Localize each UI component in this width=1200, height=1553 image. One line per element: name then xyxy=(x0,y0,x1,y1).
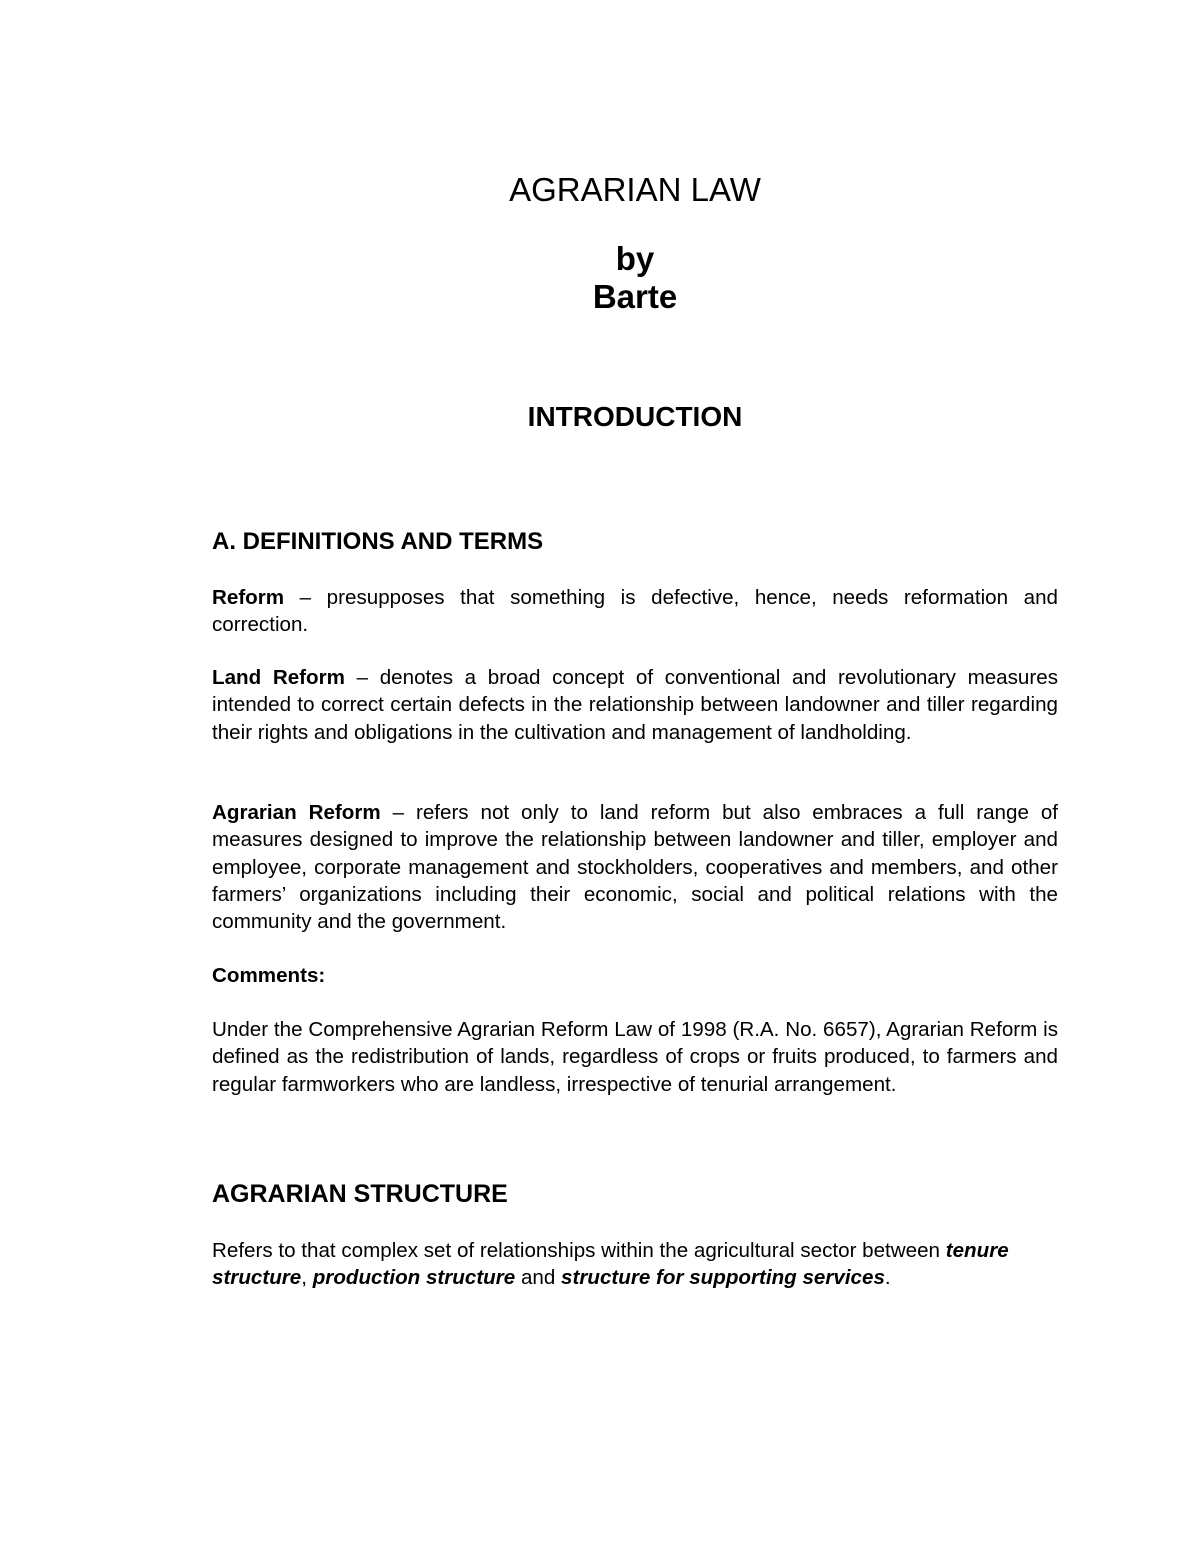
tenure-structure: tenure structure xyxy=(212,1239,1009,1290)
agrarian-structure-heading: AGRARIAN STRUCTURE xyxy=(212,1180,508,1208)
term-land-reform: Land Reform xyxy=(212,666,345,689)
definition-agrarian-reform-text: – refers not only to land reform but also embraces a full range of measures designed to improve the relationship between landowner and tiller, employer and employee, corporate management and stockholders, cooperatives and members, and other farmers’ organizations including their economic, social and political relations with the community and the government. xyxy=(212,801,1058,934)
definition-land-reform xyxy=(212,664,1058,746)
term-agrarian-reform: Agrarian Reform xyxy=(212,801,381,824)
byline-author: Barte xyxy=(592,278,678,315)
document-title: AGRARIAN LAW xyxy=(509,171,761,208)
comments-text: Under the Comprehensive Agrarian Reform Law of 1998 (R.A. No. 6657), Agrarian Reform is defined as the redistribution of lands, regardless of crops or fruits produced, to farmers and regular farmworkers who are landless, irrespective of tenurial arrangement. xyxy=(212,1018,1058,1096)
final-period: . xyxy=(884,1266,891,1290)
and-separator: and xyxy=(515,1266,562,1290)
definition-agrarian-reform xyxy=(212,799,1058,935)
byline xyxy=(0,240,1200,316)
agrarian-structure-intro: Refers to that complex set of relationships within the agricultural sector between xyxy=(212,1239,946,1262)
definition-land-reform-text: – denotes a broad concept of conventional and revolutionary measures intended to correct certain defects in the relationship between landowner and tiller regarding their rights and obligations in the cultivation and management of landholding. xyxy=(212,666,1058,744)
agrarian-structure-text xyxy=(212,1237,1058,1292)
comma-separator: , xyxy=(301,1266,313,1290)
byline-by: by xyxy=(615,240,655,277)
production-structure: production structure xyxy=(312,1266,516,1290)
comments-label: Comments: xyxy=(212,964,326,987)
definitions-heading: A. DEFINITIONS AND TERMS xyxy=(212,528,544,555)
definition-reform-text: – presupposes that something is defective, hence, needs reformation and correction. xyxy=(212,586,1058,637)
term-reform: Reform xyxy=(212,586,285,609)
introduction-heading: INTRODUCTION xyxy=(527,401,743,432)
definition-reform xyxy=(212,584,1058,639)
supporting-services-structure: structure for supporting services xyxy=(561,1266,885,1290)
